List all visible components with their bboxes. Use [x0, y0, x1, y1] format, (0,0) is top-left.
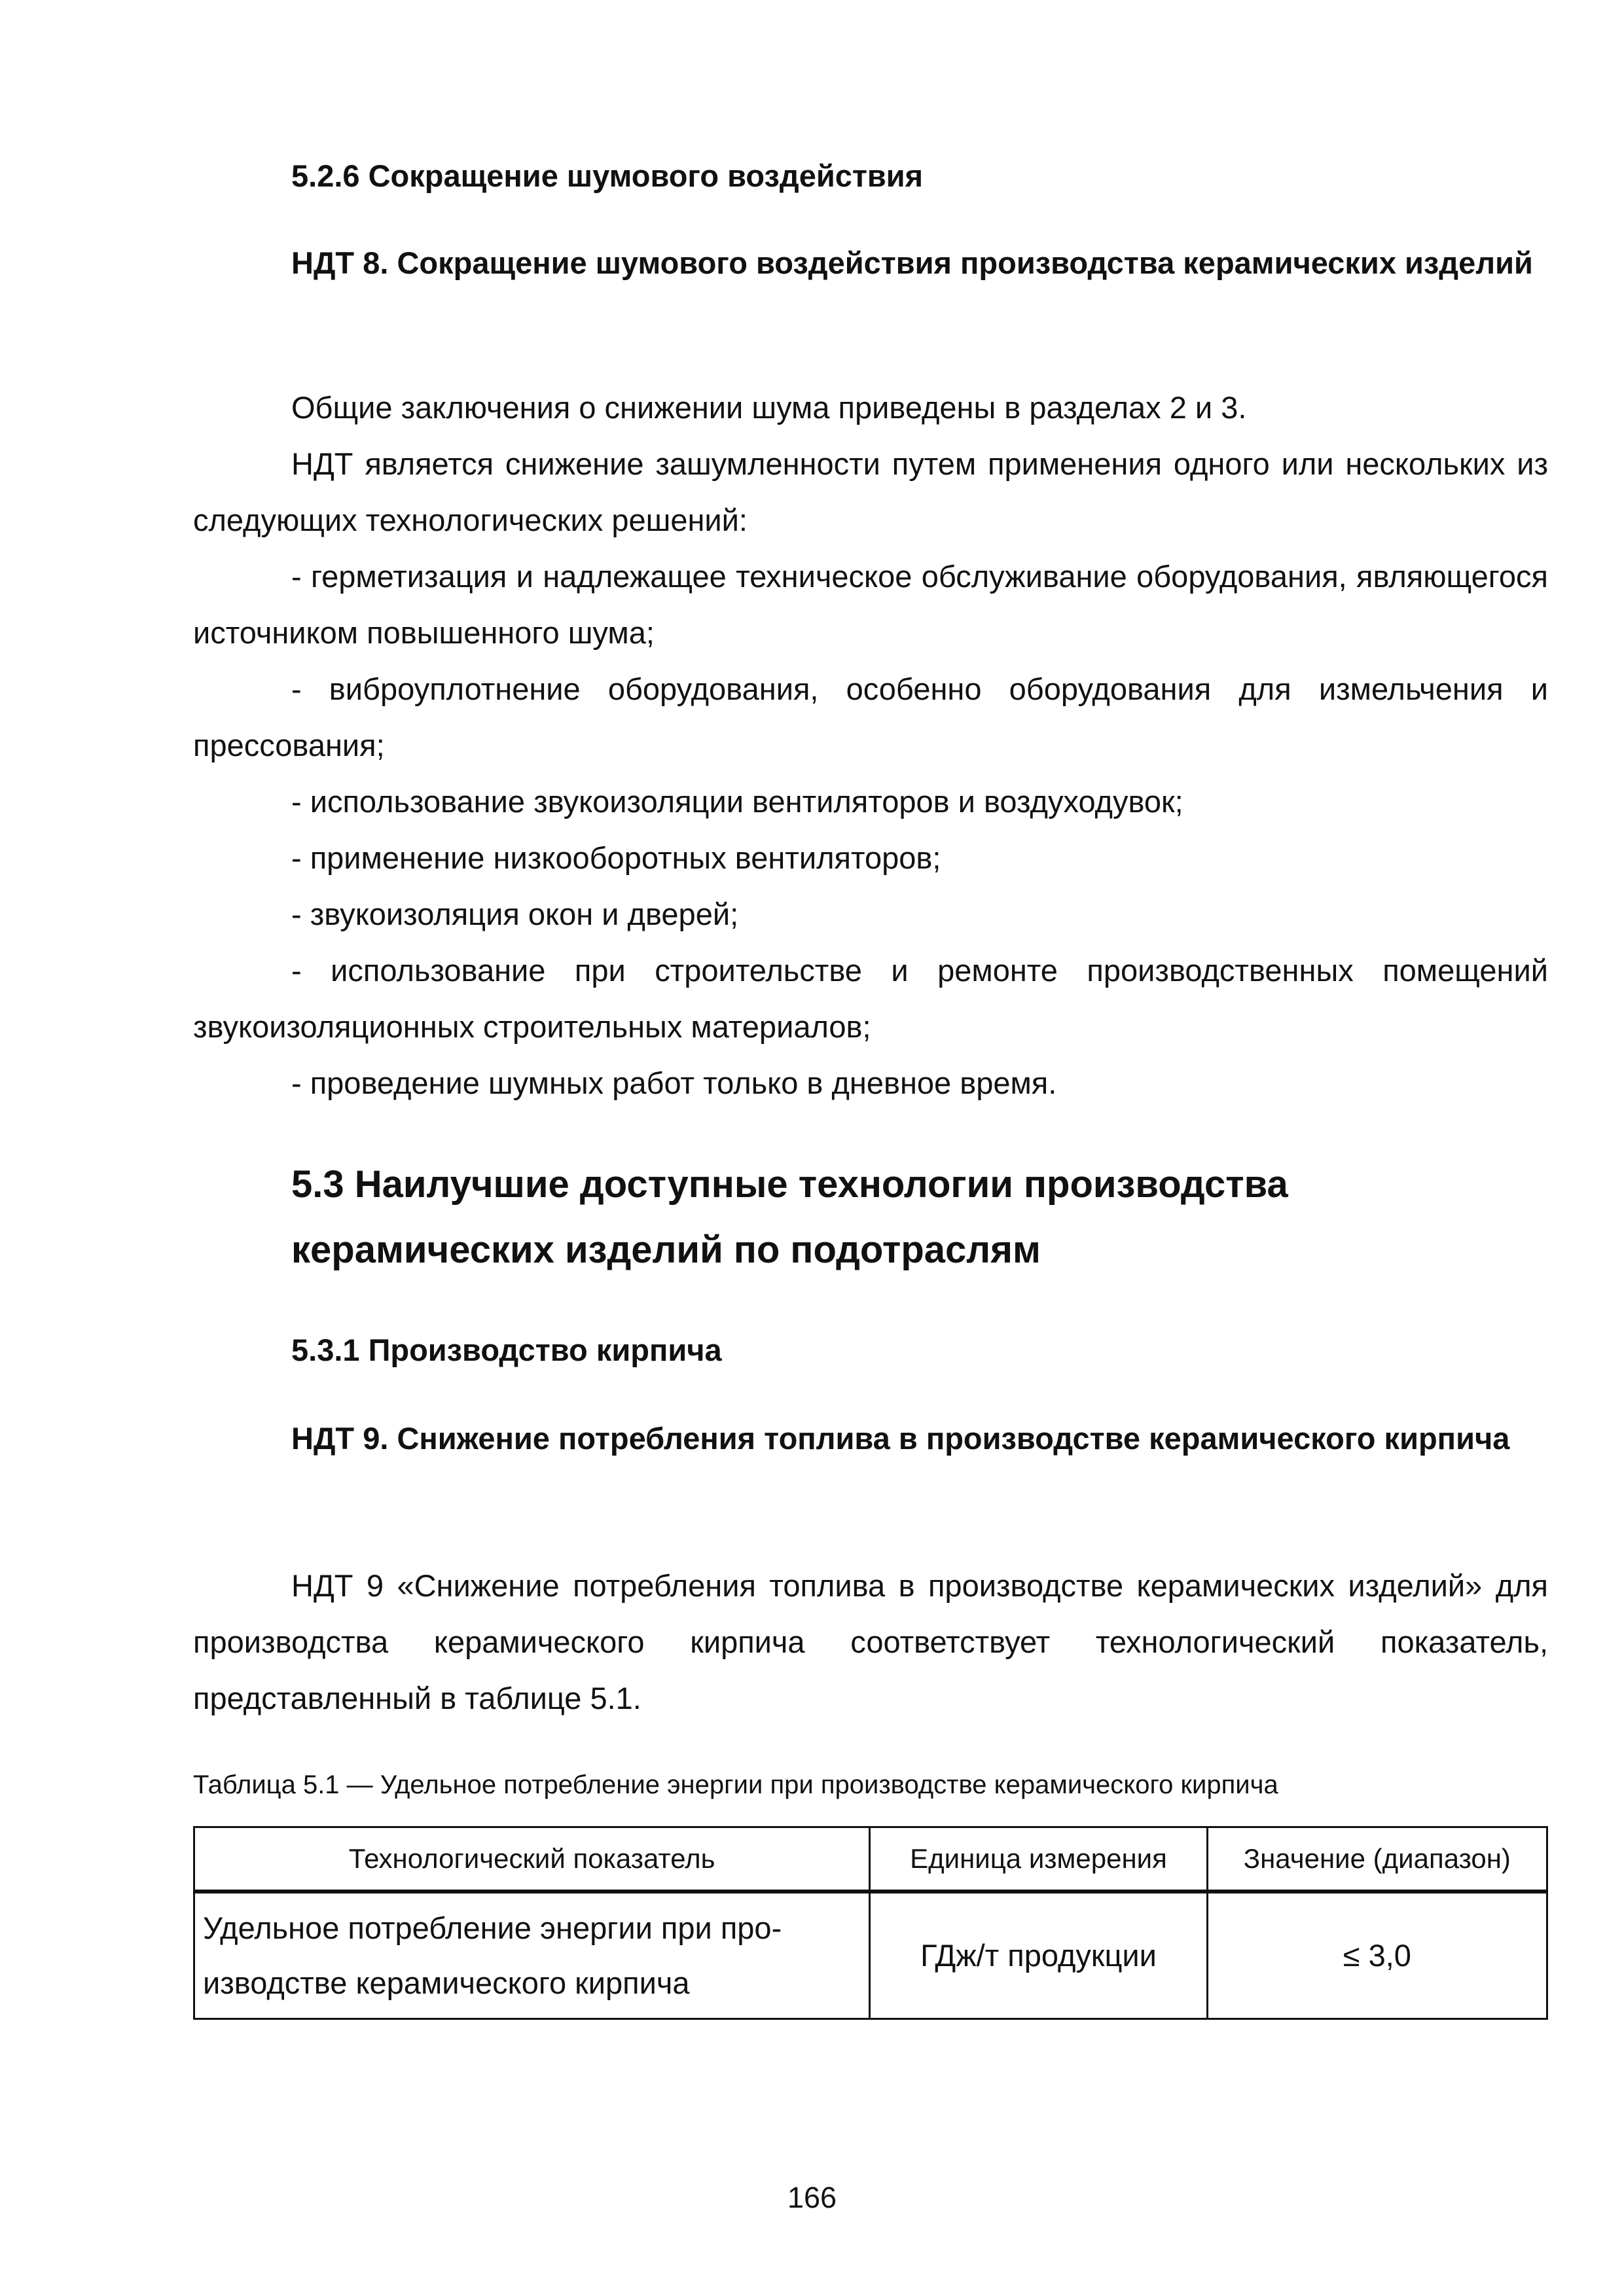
table-cell-value: ≤ 3,0 — [1207, 1892, 1547, 2019]
ndt-9-paragraph: НДТ 9 «Снижение потребления топлива в производстве керамических изделий» для производства керамического кирпича соответствует технологический показатель, представленный в таблице 5.1. — [193, 1568, 1548, 1715]
noise-list-item: - использование при строительстве и ремонте производственных помещений звукоизоляционных строительных материалов; — [193, 953, 1548, 1044]
table-5-1 — [193, 1826, 1548, 2020]
noise-lead-paragraph: НДТ является снижение зашумленности путем применения одного или нескольких из следующих технологических решений: — [193, 446, 1548, 537]
noise-list-item: - виброуплотнение оборудования, особенно оборудования для измельчения и прессования; — [193, 672, 1548, 762]
section-5-3-1-heading: 5.3.1 Производство кирпича — [291, 1333, 722, 1367]
table-row — [194, 1892, 1547, 2019]
page-number: 166 — [787, 2181, 837, 2214]
section-5-2-6-body — [193, 380, 1548, 1111]
noise-intro-paragraph: Общие заключения о снижении шума приведены в разделах 2 и 3. — [291, 390, 1247, 425]
table-header-cell: Значение (диапазон) — [1207, 1827, 1547, 1892]
noise-list-item: - проведение шумных работ только в дневное время. — [291, 1066, 1057, 1100]
noise-list-item: - применение низкооборотных вентиляторов; — [291, 840, 941, 875]
noise-list-item: - звукоизоляция окон и дверей; — [291, 897, 739, 931]
table-5-1-caption: Таблица 5.1 — Удельное потребление энергии при производстве керамического кирпича — [193, 1770, 1278, 1799]
table-header-cell: Единица измерения — [870, 1827, 1207, 1892]
section-5-3-heading: 5.3 Наилучшие доступные технологии производства керамических изделий по подотраслям — [291, 1163, 1288, 1271]
ndt-8-heading: НДТ 8. Сокращение шумового воздействия производства керамических изделий — [291, 245, 1533, 280]
noise-list-item: - использование звукоизоляции вентиляторов и воздуходувок; — [291, 784, 1183, 819]
table-cell-indicator: Удельное потребление энергии при производстве керамического кирпича — [194, 1892, 870, 2019]
table-header-cell: Технологический показатель — [194, 1827, 870, 1892]
table-cell-unit: ГДж/т продукции — [870, 1892, 1207, 2019]
noise-list-item: - герметизация и надлежащее техническое обслуживание оборудования, являющегося источником повышенного шума; — [193, 559, 1548, 650]
section-5-2-6-heading: 5.2.6 Сокращение шумового воздействия — [291, 158, 924, 193]
section-5-3-1-body — [193, 1558, 1548, 1727]
ndt-9-heading: НДТ 9. Снижение потребления топлива в производстве керамического кирпича — [291, 1421, 1510, 1456]
table-header-row — [194, 1827, 1547, 1892]
